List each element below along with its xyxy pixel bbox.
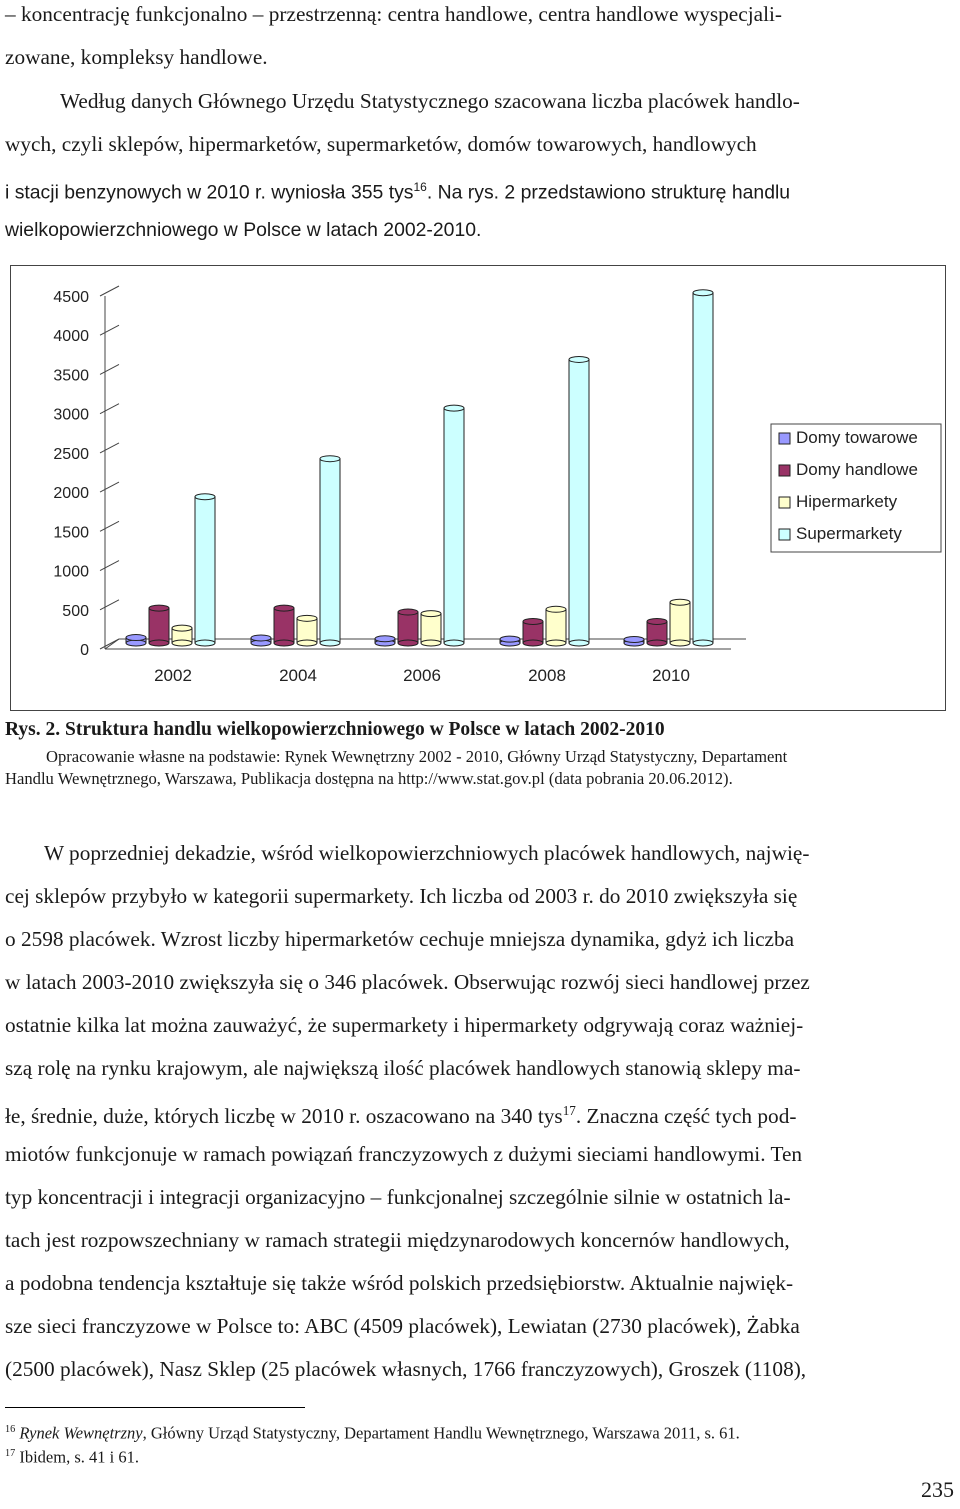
y-tick-label: 500 xyxy=(62,602,89,620)
y-tick-label: 0 xyxy=(80,642,89,659)
legend-label: Domy towarowe xyxy=(796,428,918,447)
bar-base xyxy=(274,640,294,646)
bar-top xyxy=(274,605,294,611)
bar-top xyxy=(172,625,192,631)
bar-top xyxy=(126,635,146,641)
bullet-line-1: – koncentrację funkcjonalno – przestrzenną: centra handlowe, centra handlowe wyspecjali- xyxy=(5,2,782,26)
bullet-line-2: zowane, kompleksy handlowe. xyxy=(5,45,268,69)
page-number: 235 xyxy=(921,1477,954,1502)
paragraph-line: wych, czyli sklepów, hipermarketów, supermarketów, domów towarowych, handlowych xyxy=(5,132,757,156)
paragraph-line: miotów funkcjonuje w ramach powiązań franczyzowych z dużymi sieciami handlowymi. Ten xyxy=(5,1142,803,1166)
footnote-text: , Główny Urząd Statystyczny, Departament Handlu Wewnętrznego, Warszawa 2011, s. 61. xyxy=(142,1423,740,1443)
bar-top xyxy=(421,611,441,617)
bar-chart xyxy=(11,266,945,710)
paragraph-line: a podobna tendencja kształtuje się także wśród polskich przedsiębiorstw. Aktualnie najwięk- xyxy=(5,1271,794,1295)
footnote-16 xyxy=(5,1419,740,1445)
bar-base xyxy=(670,640,690,646)
paragraph-line: (2500 placówek), Nasz Sklep (25 placówek własnych, 1766 franczyzowych), Groszek (1108), xyxy=(5,1357,807,1381)
bar-supermarkety-2002 xyxy=(195,497,215,643)
bar-top xyxy=(398,609,418,615)
text-run: . Na rys. 2 przedstawiono strukturę handlu xyxy=(426,181,791,204)
footnote-ref: 16 xyxy=(413,180,427,194)
text-run: łe, średnie, duże, których liczbę w 2010 r. oszacowano na 340 tys xyxy=(5,1104,563,1129)
bar-base xyxy=(647,640,667,646)
bar-base xyxy=(195,640,215,646)
bar-domy-handlowe-2006 xyxy=(398,612,418,643)
paragraph-line: o 2598 placówek. Wzrost liczby hipermarketów cechuje mniejsza dynamika, gdyż ich liczba xyxy=(5,927,795,951)
y-tick-mark xyxy=(100,325,119,335)
chart-frame xyxy=(10,265,946,711)
bar-domy-handlowe-2004 xyxy=(274,608,294,643)
paragraph-line: tach jest rozpowszechniany w ramach strategii międzynarodowych koncernów handlowych, xyxy=(5,1228,790,1252)
bar-supermarkety-2006 xyxy=(444,408,464,643)
x-tick-label: 2006 xyxy=(403,666,441,685)
bar-top xyxy=(647,618,667,624)
paragraph-line: Według danych Głównego Urzędu Statystycznego szacowana liczba placówek handlo- xyxy=(60,89,800,113)
footnote-text: Ibidem, s. 41 i 61. xyxy=(15,1447,139,1467)
bar-hipermarkety-2008 xyxy=(546,609,566,643)
footnote-rule xyxy=(5,1407,305,1408)
y-tick-mark xyxy=(100,404,119,414)
legend-label: Domy handlowe xyxy=(796,460,918,479)
bar-base xyxy=(569,640,589,646)
bar-supermarkety-2008 xyxy=(569,359,589,643)
y-tick-mark xyxy=(100,639,119,649)
y-tick-mark xyxy=(100,561,119,571)
figure-source-line: Handlu Wewnętrznego, Warszawa, Publikacja dostępna na http://www.stat.gov.pl (data pobrania 20.06.2012). xyxy=(5,769,733,788)
legend-swatch xyxy=(779,529,790,540)
y-tick-label: 1500 xyxy=(53,524,89,542)
bar-base xyxy=(172,640,192,646)
paragraph-line: typ koncentracji i integracji organizacyjno – funkcjonalnej szczególnie silnie w ostatnich la- xyxy=(5,1185,791,1209)
paragraph-line: wielkopowierzchniowego w Polsce w latach 2002-2010. xyxy=(5,219,482,241)
legend-swatch xyxy=(779,433,790,444)
paragraph-line: cej sklepów przybyło w kategorii supermarkety. Ich liczba od 2003 r. do 2010 zwiększyła się xyxy=(5,884,798,908)
text-run: i stacji benzynowych w 2010 r. wyniosła 355 tys xyxy=(5,181,414,204)
y-tick-label: 2000 xyxy=(53,485,89,503)
y-tick-mark xyxy=(100,286,119,296)
paragraph-line: sze sieci franczyzowe w Polsce to: ABC (4509 placówek), Lewiatan (2730 placówek), Żabka xyxy=(5,1314,800,1338)
bar-top xyxy=(195,494,215,500)
bar-base xyxy=(444,640,464,646)
bar-top xyxy=(297,615,317,621)
y-tick-label: 2500 xyxy=(53,445,89,463)
bar-top xyxy=(569,356,589,362)
bar-hipermarkety-2006 xyxy=(421,614,441,643)
y-tick-mark xyxy=(100,600,119,610)
y-tick-label: 4500 xyxy=(53,289,89,306)
bar-top xyxy=(251,635,271,641)
footnote-number: 16 xyxy=(5,1424,16,1435)
paragraph-line: ostatnie kilka lat można zauważyć, że supermarkety i hipermarkety odgrywają coraz ważniej- xyxy=(5,1013,804,1037)
figure-caption: Rys. 2. Struktura handlu wielkopowierzchniowego w Polsce w latach 2002-2010 xyxy=(5,719,665,740)
bar-top xyxy=(375,636,395,642)
bar-top xyxy=(670,599,690,605)
paragraph-line xyxy=(5,173,790,206)
bar-top xyxy=(500,636,520,642)
footnote-ref: 17 xyxy=(562,1103,576,1118)
legend-swatch xyxy=(779,497,790,508)
y-tick-mark xyxy=(100,482,119,492)
paragraph-line: w latach 2003-2010 zwiększyła się o 346 placówek. Obserwując rozwój sieci handlowej przez xyxy=(5,970,810,994)
footnote-17 xyxy=(5,1443,139,1469)
bar-top xyxy=(546,606,566,612)
y-tick-label: 4000 xyxy=(53,328,89,346)
bar-hipermarkety-2010 xyxy=(670,602,690,643)
bar-top xyxy=(320,456,340,462)
y-tick-label: 1000 xyxy=(53,563,89,581)
y-tick-mark xyxy=(100,443,119,453)
bar-top xyxy=(149,605,169,611)
bar-supermarkety-2010 xyxy=(693,293,713,643)
bar-domy-handlowe-2002 xyxy=(149,608,169,643)
bar-base xyxy=(421,640,441,646)
text-run: . Znaczna część tych pod- xyxy=(575,1104,797,1129)
bar-base xyxy=(523,640,543,646)
footnote-number: 17 xyxy=(5,1448,16,1459)
figure-source-line: Opracowanie własne na podstawie: Rynek Wewnętrzny 2002 - 2010, Główny Urząd Statystyczny, Departament xyxy=(46,747,788,766)
x-tick-label: 2002 xyxy=(154,666,192,685)
bar-top xyxy=(523,618,543,624)
y-tick-mark xyxy=(100,364,119,374)
y-tick-mark xyxy=(100,521,119,531)
bar-base xyxy=(149,640,169,646)
paragraph-line: W poprzedniej dekadzie, wśród wielkopowierzchniowych placówek handlowych, najwię- xyxy=(44,841,810,865)
y-tick-label: 3500 xyxy=(53,367,89,385)
bar-top xyxy=(693,290,713,296)
footnote-title: Rynek Wewnętrzny xyxy=(19,1423,143,1443)
x-tick-label: 2008 xyxy=(528,666,566,685)
bar-base xyxy=(546,640,566,646)
bar-base xyxy=(398,640,418,646)
legend-label: Hipermarkety xyxy=(796,492,898,511)
paragraph-line: szą rolę na rynku krajowym, ale największą ilość placówek handlowych stanowią sklepy ma- xyxy=(5,1056,801,1080)
y-tick-label: 3000 xyxy=(53,406,89,424)
legend-label: Supermarkety xyxy=(796,524,902,543)
paragraph-line xyxy=(5,1097,796,1130)
bar-base xyxy=(320,640,340,646)
x-tick-label: 2010 xyxy=(652,666,690,685)
legend-swatch xyxy=(779,465,790,476)
bar-hipermarkety-2004 xyxy=(297,618,317,643)
bar-base xyxy=(693,640,713,646)
bar-top xyxy=(444,405,464,411)
x-tick-label: 2004 xyxy=(279,666,317,685)
bar-base xyxy=(297,640,317,646)
bar-supermarkety-2004 xyxy=(320,459,340,643)
bar-top xyxy=(624,637,644,643)
